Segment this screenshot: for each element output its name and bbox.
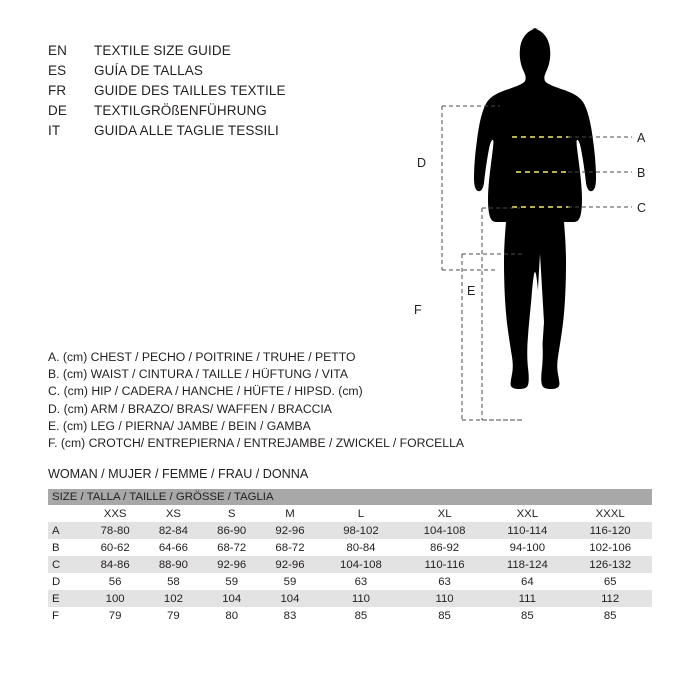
size-col-s: S	[203, 505, 261, 522]
cell-e-xxs: 100	[86, 590, 144, 607]
cell-f-s: 80	[203, 607, 261, 624]
marker-e: E	[467, 284, 476, 298]
cell-d-xl: 63	[403, 573, 487, 590]
gender-label: WOMAN / MUJER / FEMME / FRAU / DONNA	[48, 467, 309, 481]
title-row	[48, 103, 348, 123]
legend-item-b: B. (cm) WAIST / CINTURA / TAILLE / HÜFTUNG / VITA	[48, 367, 348, 382]
cell-a-m: 92-96	[261, 522, 319, 539]
size-col-xl: XL	[403, 505, 487, 522]
cell-c-xxxl: 126-132	[568, 556, 652, 573]
title-row	[48, 43, 348, 63]
table-row-sizes	[48, 505, 652, 522]
cell-c-xxl: 118-124	[486, 556, 568, 573]
cell-c-xxs: 84-86	[86, 556, 144, 573]
title-row	[48, 83, 348, 103]
table-row	[48, 539, 652, 556]
size-col-xxxl: XXXL	[568, 505, 652, 522]
size-table-wrapper	[48, 489, 652, 624]
cell-e-xl: 110	[403, 590, 487, 607]
cell-a-xxxl: 116-120	[568, 522, 652, 539]
size-col-l: L	[319, 505, 403, 522]
title-text-it: GUIDA ALLE TAGLIE TESSILI	[94, 123, 279, 138]
cell-d-xxl: 64	[486, 573, 568, 590]
title-lang-fr: FR	[48, 83, 67, 98]
title-lang-en: EN	[48, 43, 67, 58]
title-text-de: TEXTILGRÖßENFÜHRUNG	[94, 103, 267, 118]
cell-a-xxs: 78-80	[86, 522, 144, 539]
cell-c-xs: 88-90	[144, 556, 202, 573]
table-row	[48, 590, 652, 607]
cell-f-xs: 79	[144, 607, 202, 624]
size-row-corner	[48, 505, 86, 522]
cell-a-xxl: 110-114	[486, 522, 568, 539]
marker-a: A	[637, 131, 646, 145]
title-row	[48, 63, 348, 83]
title-row	[48, 123, 348, 143]
table-row	[48, 573, 652, 590]
title-text-fr: GUIDE DES TAILLES TEXTILE	[94, 83, 286, 98]
cell-f-l: 85	[319, 607, 403, 624]
marker-d: D	[417, 156, 427, 170]
cell-b-xl: 86-92	[403, 539, 487, 556]
table-row	[48, 522, 652, 539]
title-block	[48, 43, 348, 143]
cell-e-xs: 102	[144, 590, 202, 607]
cell-d-l: 63	[319, 573, 403, 590]
size-table	[48, 489, 652, 624]
cell-f-xl: 85	[403, 607, 487, 624]
cell-d-xxs: 56	[86, 573, 144, 590]
cell-d-s: 59	[203, 573, 261, 590]
cell-f-xxs: 79	[86, 607, 144, 624]
row-label-a: A	[48, 522, 86, 539]
size-col-xxs: XXS	[86, 505, 144, 522]
cell-e-m: 104	[261, 590, 319, 607]
table-header-row	[48, 489, 652, 505]
cell-e-xxl: 111	[486, 590, 568, 607]
cell-c-m: 92-96	[261, 556, 319, 573]
cell-a-s: 86-90	[203, 522, 261, 539]
cell-a-xl: 104-108	[403, 522, 487, 539]
cell-f-xxl: 85	[486, 607, 568, 624]
title-text-en: TEXTILE SIZE GUIDE	[94, 43, 231, 58]
cell-e-xxxl: 112	[568, 590, 652, 607]
legend-item-d: D. (cm) ARM / BRAZO/ BRAS/ WAFFEN / BRACCIA	[48, 401, 332, 416]
measurement-legend	[48, 349, 468, 452]
row-label-d: D	[48, 573, 86, 590]
cell-b-xxs: 60-62	[86, 539, 144, 556]
cell-e-l: 110	[319, 590, 403, 607]
legend-item-a: A. (cm) CHEST / PECHO / POITRINE / TRUHE / PETTO	[48, 350, 356, 364]
legend-item-c: C. (cm) HIP / CADERA / HANCHE / HÜFTE / HIPSD. (cm)	[48, 384, 363, 399]
cell-b-xxxl: 102-106	[568, 539, 652, 556]
row-label-b: B	[48, 539, 86, 556]
legend-item-e: E. (cm) LEG / PIERNA/ JAMBE / BEIN / GAMBA	[48, 418, 311, 433]
title-text-es: GUÍA DE TALLAS	[94, 63, 203, 78]
legend-item-f: F. (cm) CROTCH/ ENTREPIERNA / ENTREJAMBE / ZWICKEL / FORCELLA	[48, 436, 464, 451]
cell-d-xs: 58	[144, 573, 202, 590]
cell-a-xs: 82-84	[144, 522, 202, 539]
cell-e-s: 104	[203, 590, 261, 607]
size-col-m: M	[261, 505, 319, 522]
cell-d-xxxl: 65	[568, 573, 652, 590]
cell-c-xl: 110-116	[403, 556, 487, 573]
cell-c-s: 92-96	[203, 556, 261, 573]
marker-c: C	[637, 201, 647, 215]
row-label-e: E	[48, 590, 86, 607]
table-row	[48, 607, 652, 624]
cell-b-m: 68-72	[261, 539, 319, 556]
row-label-c: C	[48, 556, 86, 573]
cell-b-xxl: 94-100	[486, 539, 568, 556]
cell-f-m: 83	[261, 607, 319, 624]
row-label-f: F	[48, 607, 86, 624]
table-row	[48, 556, 652, 573]
cell-f-xxxl: 85	[568, 607, 652, 624]
marker-f: F	[414, 303, 422, 317]
title-lang-it: IT	[48, 123, 61, 138]
cell-c-l: 104-108	[319, 556, 403, 573]
cell-a-l: 98-102	[319, 522, 403, 539]
title-lang-es: ES	[48, 63, 67, 78]
size-col-xxl: XXL	[486, 505, 568, 522]
table-header-cell: SIZE / TALLA / TAILLE / GRÖSSE / TAGLIA	[48, 489, 652, 505]
size-col-xs: XS	[144, 505, 202, 522]
cell-b-xs: 64-66	[144, 539, 202, 556]
cell-b-l: 80-84	[319, 539, 403, 556]
title-lang-de: DE	[48, 103, 67, 118]
cell-d-m: 59	[261, 573, 319, 590]
marker-b: B	[637, 166, 646, 180]
cell-b-s: 68-72	[203, 539, 261, 556]
